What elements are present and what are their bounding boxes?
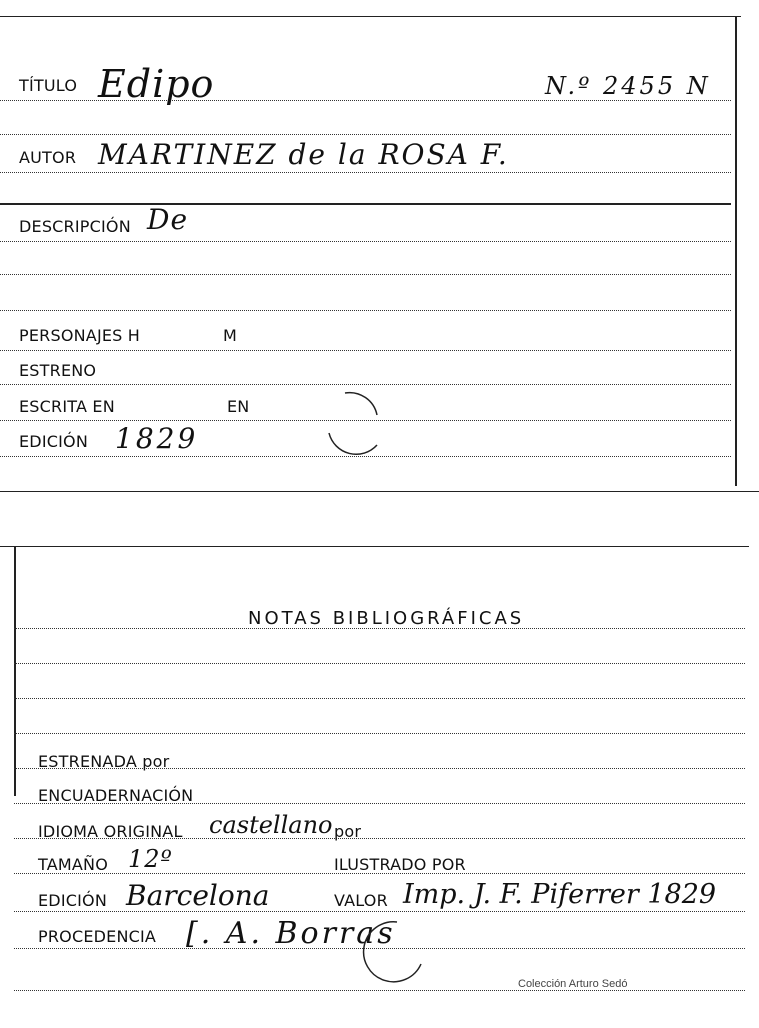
descripcion-value: De [147,203,189,236]
card-right-edge [735,16,737,486]
stamp-circle-mark [355,918,430,988]
rule-blank-2 [0,203,731,205]
numero-value: N.º 2455 N [545,72,711,100]
procedencia-label: PROCEDENCIA [38,927,157,946]
edicion-back-value: Barcelona [126,879,270,912]
notas-heading: NOTAS BIBLIOGRÁFICAS [248,608,525,629]
titulo-label: TÍTULO [19,76,78,95]
coleccion-stamp: Colección Arturo Sedó [518,978,628,990]
personajes-m-label: M [223,326,238,345]
titulo-value: Edipo [98,62,215,106]
escrita-en-label: EN [227,397,250,416]
catalog-card-back [0,520,759,1028]
rule-blank-4 [0,310,731,311]
card-top-edge [0,16,741,17]
encuadernacion-label: ENCUADERNACIÓN [38,786,194,805]
rule-notas-1 [14,628,745,629]
rule-descripcion [0,241,731,242]
rule-edicion [14,911,745,912]
idioma-por-label: por [334,822,362,841]
catalog-card-front [0,0,759,492]
rule-notas-4 [14,733,745,734]
rule-autor [0,172,731,173]
estreno-label: ESTRENO [19,361,97,380]
edicion-back-label: EDICIÓN [38,891,108,910]
card-bottom-edge [0,491,759,492]
procedencia-value: [. A. Borras [186,916,396,951]
estrenada-label: ESTRENADA por [38,752,170,771]
descripcion-label: DESCRIPCIÓN [19,217,131,236]
tamano-value: 12º [128,845,173,873]
tamano-label: TAMAÑO [38,855,108,874]
ilustrado-label: ILUSTRADO POR [334,855,466,874]
idioma-value: castellano [209,811,333,839]
valor-value: Imp. J. F. Piferrer 1829 [403,879,717,910]
stamp-circle-mark [315,385,390,460]
autor-label: AUTOR [19,148,77,167]
card-top-edge [0,546,749,547]
rule-notas-3 [14,698,745,699]
rule-blank-3 [0,274,731,275]
rule-blank-1 [0,134,731,135]
rule-notas-2 [14,663,745,664]
valor-label: VALOR [334,891,388,910]
personajes-label: PERSONAJES H [19,326,141,345]
escrita-label: ESCRITA EN [19,397,115,416]
idioma-label: IDIOMA ORIGINAL [38,822,183,841]
rule-personajes [0,350,731,351]
rule-bottom [14,990,745,991]
card-left-edge [14,546,16,796]
autor-value: MARTINEZ de la ROSA F. [98,138,509,171]
edicion-label: EDICIÓN [19,432,89,451]
edicion-value: 1829 [115,422,199,455]
